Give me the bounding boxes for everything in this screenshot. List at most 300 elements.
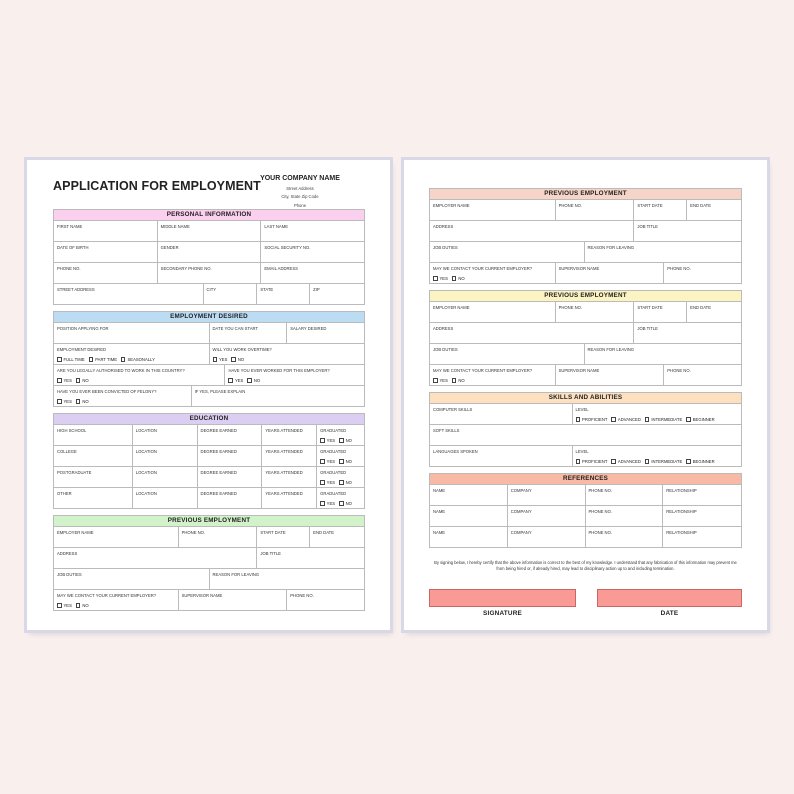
option-label: NO bbox=[253, 378, 261, 383]
company-phone: Phone bbox=[293, 202, 307, 208]
option-label: BEGINNER bbox=[692, 459, 715, 464]
employer-address-field[interactable] bbox=[430, 323, 634, 344]
job-duties-field[interactable] bbox=[430, 242, 585, 263]
form-row bbox=[429, 221, 742, 242]
form-row bbox=[53, 590, 365, 611]
option-label: YES bbox=[326, 480, 336, 485]
option-label: NO bbox=[82, 603, 89, 608]
form-row bbox=[53, 344, 365, 365]
yes-checkbox[interactable] bbox=[320, 438, 325, 443]
yes-checkbox[interactable] bbox=[433, 378, 438, 383]
intermediate-checkbox[interactable] bbox=[645, 417, 650, 422]
field-label: WILL YOU WORK OVERTIME? bbox=[212, 347, 272, 352]
option-label: YES bbox=[326, 501, 336, 506]
degree-earned-field[interactable] bbox=[198, 446, 263, 467]
checkbox-option bbox=[57, 357, 85, 362]
field-label: NAME bbox=[433, 509, 446, 514]
field-label: RELATIONSHIP bbox=[666, 530, 697, 535]
field-label: START DATE bbox=[260, 530, 286, 535]
seasonally-checkbox[interactable] bbox=[121, 357, 126, 362]
education-level-field[interactable] bbox=[54, 425, 133, 446]
field-label: GRADUATED bbox=[320, 470, 347, 475]
field-label: YEARS ATTENDED bbox=[265, 470, 303, 475]
field-label: SUPERVISOR NAME bbox=[558, 368, 600, 373]
supervisor-phone-field[interactable] bbox=[664, 365, 742, 386]
reason-for-leaving-field[interactable] bbox=[210, 569, 366, 590]
degree-earned-field[interactable] bbox=[198, 425, 263, 446]
education-location-field[interactable] bbox=[133, 446, 198, 467]
education-row bbox=[53, 446, 365, 467]
checkbox-option bbox=[76, 603, 89, 608]
field-label: CITY bbox=[206, 287, 217, 292]
start-date-field[interactable] bbox=[210, 323, 288, 344]
field-label: REASON FOR LEAVING bbox=[587, 245, 635, 250]
employer-address-field[interactable] bbox=[430, 221, 634, 242]
section-heading: PREVIOUS EMPLOYMENT bbox=[429, 188, 742, 200]
field-label: END DATE bbox=[313, 530, 335, 535]
checkbox-option bbox=[213, 357, 228, 362]
option-label: NO bbox=[345, 501, 352, 506]
reference-relationship-field[interactable] bbox=[663, 506, 742, 527]
field-label: DEGREE EARNED bbox=[200, 449, 237, 454]
section-heading: SKILLS AND ABILITIES bbox=[429, 392, 742, 404]
salary-field[interactable] bbox=[287, 323, 365, 344]
field-label: GRADUATED bbox=[320, 491, 347, 496]
start-date-field[interactable] bbox=[634, 302, 687, 323]
date-label: DATE bbox=[660, 610, 679, 617]
state-field[interactable] bbox=[257, 284, 310, 305]
yes-checkbox[interactable] bbox=[57, 378, 62, 383]
checkbox-option bbox=[57, 399, 89, 404]
date-field[interactable] bbox=[597, 589, 742, 607]
felony-field bbox=[54, 386, 192, 407]
field-label: START DATE bbox=[637, 305, 663, 310]
education-level-field[interactable] bbox=[54, 488, 133, 509]
form-row bbox=[53, 284, 365, 305]
languages-level bbox=[573, 446, 742, 467]
form-row bbox=[53, 221, 365, 242]
end-date-field[interactable] bbox=[687, 302, 742, 323]
years-attended-field[interactable] bbox=[262, 488, 317, 509]
option-label: YES bbox=[439, 378, 448, 383]
no-checkbox[interactable] bbox=[452, 276, 457, 281]
field-label: SALARY DESIRED bbox=[290, 326, 327, 331]
city-field[interactable] bbox=[204, 284, 258, 305]
proficient-checkbox[interactable] bbox=[576, 417, 581, 422]
checkbox-option bbox=[576, 459, 608, 464]
no-checkbox[interactable] bbox=[339, 501, 344, 506]
field-label: JOB TITLE bbox=[260, 551, 281, 556]
signature-field[interactable] bbox=[429, 589, 576, 607]
field-label: DEGREE EARNED bbox=[200, 470, 237, 475]
supervisor-phone-field[interactable] bbox=[287, 590, 365, 611]
field-label: OTHER bbox=[57, 491, 72, 496]
form-row bbox=[53, 386, 365, 407]
field-label: EMPLOYER NAME bbox=[57, 530, 94, 535]
reference-name-field[interactable] bbox=[430, 527, 508, 548]
reference-row bbox=[429, 527, 742, 548]
employer-phone-field[interactable] bbox=[556, 200, 635, 221]
form-row bbox=[53, 365, 365, 386]
field-label: DEGREE EARNED bbox=[200, 428, 237, 433]
option-label: PROFICIENT bbox=[582, 459, 608, 464]
field-label: PHONE NO. bbox=[667, 368, 691, 373]
no-checkbox[interactable] bbox=[247, 378, 252, 383]
no-checkbox[interactable] bbox=[76, 399, 81, 404]
education-row bbox=[53, 425, 365, 446]
job-title-field[interactable] bbox=[634, 323, 742, 344]
option-label: NO bbox=[345, 459, 352, 464]
field-label: JOB TITLE bbox=[637, 224, 658, 229]
option-label: FULL TIME bbox=[63, 357, 85, 362]
option-label: PART TIME bbox=[95, 357, 117, 362]
checkbox-option bbox=[320, 501, 352, 506]
computer-skills-field[interactable] bbox=[430, 404, 573, 425]
field-label: GRADUATED bbox=[320, 449, 347, 454]
explain-field[interactable] bbox=[192, 386, 365, 407]
phone-field[interactable] bbox=[54, 263, 158, 284]
employer-name-field[interactable] bbox=[54, 527, 179, 548]
no-checkbox[interactable] bbox=[76, 378, 81, 383]
checkbox-option bbox=[57, 357, 155, 362]
checkbox-option bbox=[452, 378, 465, 383]
checkbox-option bbox=[339, 501, 352, 506]
form-row bbox=[429, 302, 742, 323]
form-row bbox=[429, 263, 742, 284]
gender-field[interactable] bbox=[158, 242, 262, 263]
field-label: POSITION APPLYING FOR bbox=[57, 326, 109, 331]
option-label: SEASONALLY bbox=[127, 357, 155, 362]
option-label: NO bbox=[458, 276, 465, 281]
graduated-field bbox=[317, 467, 365, 488]
field-label: COMPANY bbox=[510, 509, 532, 514]
checkbox-option bbox=[228, 378, 243, 383]
checkbox-option bbox=[452, 276, 465, 281]
job-title-field[interactable] bbox=[634, 221, 742, 242]
field-label: COMPANY bbox=[510, 530, 532, 535]
street-address-field[interactable] bbox=[54, 284, 204, 305]
end-date-field[interactable] bbox=[687, 200, 742, 221]
option-label: NO bbox=[345, 480, 352, 485]
field-label: PHONE NO. bbox=[667, 266, 691, 271]
field-label: PHONE NO. bbox=[558, 203, 583, 208]
field-label: JOB TITLE bbox=[637, 326, 658, 331]
no-checkbox[interactable] bbox=[76, 603, 81, 608]
reference-row bbox=[429, 506, 742, 527]
checkbox-option bbox=[339, 438, 352, 443]
overtime-field bbox=[210, 344, 366, 365]
checkbox-option bbox=[320, 480, 352, 485]
checkbox-option bbox=[339, 480, 352, 485]
contact-employer-field bbox=[430, 365, 556, 386]
education-location-field[interactable] bbox=[133, 467, 198, 488]
middle-name-field[interactable] bbox=[158, 221, 262, 242]
field-label: EMPLOYMENT DESIRED bbox=[57, 347, 107, 352]
employer-address-field[interactable] bbox=[54, 548, 257, 569]
checkbox-option bbox=[320, 459, 352, 464]
end-date-field[interactable] bbox=[310, 527, 365, 548]
checkbox-option bbox=[320, 480, 335, 485]
checkbox-option bbox=[576, 417, 608, 422]
languages-field[interactable] bbox=[430, 446, 573, 467]
authorised-field bbox=[54, 365, 225, 386]
yes-checkbox[interactable] bbox=[433, 276, 438, 281]
reference-name-field[interactable] bbox=[430, 506, 508, 527]
last-name-field[interactable] bbox=[261, 221, 365, 242]
field-label: PHONE NO. bbox=[558, 305, 583, 310]
checkbox-option bbox=[433, 378, 465, 383]
advanced-checkbox[interactable] bbox=[611, 417, 616, 422]
skills-section bbox=[429, 392, 742, 467]
yes-checkbox[interactable] bbox=[320, 480, 325, 485]
field-label: HIGH SCHOOL bbox=[57, 428, 87, 433]
signature-label: SIGNATURE bbox=[483, 610, 522, 617]
option-label: INTERMEDIATE bbox=[651, 459, 683, 464]
no-checkbox[interactable] bbox=[452, 378, 457, 383]
section-heading: REFERENCES bbox=[429, 473, 742, 485]
field-label: HAVE YOU EVER WORKED FOR THIS EMPLOYER? bbox=[228, 368, 330, 373]
field-label: YEARS ATTENDED bbox=[265, 491, 303, 496]
advanced-checkbox[interactable] bbox=[611, 459, 616, 464]
option-label: PROFICIENT bbox=[582, 417, 608, 422]
company-block bbox=[245, 175, 355, 208]
checkbox-option bbox=[231, 357, 244, 362]
degree-earned-field[interactable] bbox=[198, 467, 263, 488]
checkbox-option bbox=[228, 378, 260, 383]
years-attended-field[interactable] bbox=[262, 425, 317, 446]
full-time-checkbox[interactable] bbox=[57, 357, 62, 362]
field-label: GENDER bbox=[160, 245, 179, 250]
no-checkbox[interactable] bbox=[231, 357, 236, 362]
supervisor-phone-field[interactable] bbox=[664, 263, 742, 284]
field-label: ZIP bbox=[313, 287, 320, 292]
email-field[interactable] bbox=[261, 263, 365, 284]
field-label: START DATE bbox=[637, 203, 663, 208]
field-label: PHONE NO. bbox=[57, 266, 81, 271]
checkbox-option bbox=[76, 399, 89, 404]
checkbox-option bbox=[433, 276, 465, 281]
contact-employer-field bbox=[430, 263, 556, 284]
employment-desired-section bbox=[53, 311, 365, 407]
reason-for-leaving-field[interactable] bbox=[585, 344, 743, 365]
checkbox-option bbox=[247, 378, 260, 383]
form-row bbox=[429, 242, 742, 263]
employer-name-field[interactable] bbox=[430, 302, 556, 323]
supervisor-name-field[interactable] bbox=[179, 590, 288, 611]
soft-skills-field[interactable] bbox=[430, 425, 742, 446]
field-label: ADDRESS bbox=[57, 551, 78, 556]
job-title-field[interactable] bbox=[257, 548, 365, 569]
education-location-field[interactable] bbox=[133, 425, 198, 446]
field-label: REASON FOR LEAVING bbox=[587, 347, 635, 352]
field-label: SUPERVISOR NAME bbox=[181, 593, 223, 598]
reference-relationship-field[interactable] bbox=[663, 527, 742, 548]
option-label: YES bbox=[326, 459, 336, 464]
supervisor-name-field[interactable] bbox=[556, 365, 665, 386]
computer-skills-level bbox=[573, 404, 742, 425]
previous-employment-section bbox=[429, 290, 742, 386]
field-label: MIDDLE NAME bbox=[160, 224, 190, 229]
checkbox-option bbox=[433, 276, 448, 281]
ssn-field[interactable] bbox=[261, 242, 365, 263]
checkbox-option bbox=[645, 417, 682, 422]
references-section bbox=[429, 473, 742, 548]
yes-checkbox[interactable] bbox=[57, 399, 62, 404]
option-label: YES bbox=[439, 276, 448, 281]
reference-company-field[interactable] bbox=[508, 527, 586, 548]
field-label: MAY WE CONTACT YOUR CURRENT EMPLOYER? bbox=[57, 593, 157, 598]
yes-checkbox[interactable] bbox=[320, 501, 325, 506]
no-checkbox[interactable] bbox=[339, 459, 344, 464]
field-label: NAME bbox=[433, 488, 446, 493]
checkbox-option bbox=[686, 459, 714, 464]
field-label: REASON FOR LEAVING bbox=[212, 572, 260, 577]
degree-earned-field[interactable] bbox=[198, 488, 263, 509]
field-label: YEARS ATTENDED bbox=[265, 428, 303, 433]
job-duties-field[interactable] bbox=[430, 344, 585, 365]
graduated-field bbox=[317, 425, 365, 446]
employer-phone-field[interactable] bbox=[179, 527, 258, 548]
no-checkbox[interactable] bbox=[339, 480, 344, 485]
education-level-field[interactable] bbox=[54, 446, 133, 467]
checkbox-option bbox=[320, 438, 335, 443]
reason-for-leaving-field[interactable] bbox=[585, 242, 743, 263]
field-label: JOB DUTIES bbox=[57, 572, 82, 577]
application-page-2 bbox=[404, 160, 767, 630]
checkbox-option bbox=[320, 438, 352, 443]
position-field[interactable] bbox=[54, 323, 210, 344]
field-label: YEARS ATTENDED bbox=[265, 449, 303, 454]
field-label: HAVE YOU EVER BEEN CONVICTED OF FELONY? bbox=[57, 389, 157, 394]
reference-company-field[interactable] bbox=[508, 506, 586, 527]
start-date-field[interactable] bbox=[257, 527, 310, 548]
secondary-phone-field[interactable] bbox=[158, 263, 262, 284]
field-label: GRADUATED bbox=[320, 428, 347, 433]
field-label: END DATE bbox=[690, 305, 712, 310]
option-label: NO bbox=[82, 378, 89, 383]
job-duties-field[interactable] bbox=[54, 569, 210, 590]
supervisor-name-field[interactable] bbox=[556, 263, 665, 284]
checkbox-option bbox=[213, 357, 245, 362]
reference-name-field[interactable] bbox=[430, 485, 508, 506]
option-label: YES bbox=[63, 378, 72, 383]
form-row bbox=[53, 527, 365, 548]
field-label: LOCATION bbox=[135, 470, 157, 475]
date-of-birth-field[interactable] bbox=[54, 242, 158, 263]
employer-name-field[interactable] bbox=[430, 200, 556, 221]
field-label: EMPLOYER NAME bbox=[433, 203, 470, 208]
reference-phone-field[interactable] bbox=[586, 485, 664, 506]
part-time-checkbox[interactable] bbox=[89, 357, 94, 362]
field-label: END DATE bbox=[690, 203, 712, 208]
zip-field[interactable] bbox=[310, 284, 365, 305]
field-label: SECONDARY PHONE NO. bbox=[160, 266, 212, 271]
education-level-field[interactable] bbox=[54, 467, 133, 488]
no-checkbox[interactable] bbox=[339, 438, 344, 443]
field-label: PHONE NO. bbox=[290, 593, 314, 598]
field-label: COLLEGE bbox=[57, 449, 77, 454]
field-label: COMPUTER SKILLS bbox=[433, 407, 473, 412]
checkbox-option bbox=[645, 459, 682, 464]
field-label: JOB DUTIES bbox=[433, 245, 458, 250]
previous-employment-section bbox=[429, 188, 742, 284]
beginner-checkbox[interactable] bbox=[686, 417, 691, 422]
field-label: LAST NAME bbox=[264, 224, 289, 229]
field-label: NAME bbox=[433, 530, 446, 535]
field-label: MAY WE CONTACT YOUR CURRENT EMPLOYER? bbox=[433, 266, 533, 271]
field-label: SOCIAL SECURITY NO. bbox=[264, 245, 311, 250]
checkbox-option bbox=[576, 417, 715, 422]
option-label: NO bbox=[237, 357, 245, 362]
first-name-field[interactable] bbox=[54, 221, 158, 242]
reference-company-field[interactable] bbox=[508, 485, 586, 506]
yes-checkbox[interactable] bbox=[320, 459, 325, 464]
option-label: ADVANCED bbox=[617, 459, 641, 464]
field-label: LOCATION bbox=[135, 449, 157, 454]
field-label: RELATIONSHIP bbox=[666, 509, 697, 514]
yes-checkbox[interactable] bbox=[213, 357, 218, 362]
education-section bbox=[53, 413, 365, 509]
checkbox-option bbox=[611, 417, 640, 422]
company-name: YOUR COMPANY NAME bbox=[260, 175, 340, 182]
field-label: COMPANY bbox=[510, 488, 532, 493]
intermediate-checkbox[interactable] bbox=[645, 459, 650, 464]
proficient-checkbox[interactable] bbox=[576, 459, 581, 464]
section-heading: PREVIOUS EMPLOYMENT bbox=[429, 290, 742, 302]
employer-phone-field[interactable] bbox=[556, 302, 635, 323]
field-label: LOCATION bbox=[135, 491, 157, 496]
checkbox-option bbox=[320, 459, 335, 464]
company-city: City, State Zip Code bbox=[281, 194, 319, 199]
reference-relationship-field[interactable] bbox=[663, 485, 742, 506]
checkbox-option bbox=[433, 378, 448, 383]
checkbox-option bbox=[611, 459, 640, 464]
form-row bbox=[53, 323, 365, 344]
form-row bbox=[429, 425, 742, 446]
certification-text: By signing below, I hereby certify that the above information is correct to the best of my knowledge. I understand that any fabrication of this information may prevent me from being hired or, if already hired, may lead to disciplinary action up to and including termination. bbox=[434, 560, 737, 571]
checkbox-option bbox=[57, 399, 72, 404]
field-label: POSTGRADUATE bbox=[57, 470, 92, 475]
years-attended-field[interactable] bbox=[262, 446, 317, 467]
education-row bbox=[53, 488, 365, 509]
field-label: DATE OF BIRTH bbox=[57, 245, 89, 250]
field-label: ADDRESS bbox=[433, 224, 454, 229]
field-label: LEVEL bbox=[575, 449, 589, 454]
contact-employer-field bbox=[54, 590, 179, 611]
field-label: LEVEL bbox=[575, 407, 589, 412]
checkbox-option bbox=[576, 459, 715, 464]
option-label: NO bbox=[82, 399, 89, 404]
reference-phone-field[interactable] bbox=[586, 527, 664, 548]
option-label: YES bbox=[326, 438, 336, 443]
years-attended-field[interactable] bbox=[262, 467, 317, 488]
field-label: LANGUAGES SPOKEN bbox=[433, 449, 478, 454]
start-date-field[interactable] bbox=[634, 200, 687, 221]
yes-checkbox[interactable] bbox=[228, 378, 233, 383]
form-row bbox=[53, 263, 365, 284]
field-label: PHONE NO. bbox=[588, 488, 612, 493]
yes-checkbox[interactable] bbox=[57, 603, 62, 608]
company-street: Street Address bbox=[286, 185, 314, 191]
reference-phone-field[interactable] bbox=[586, 506, 664, 527]
graduated-field bbox=[317, 446, 365, 467]
education-location-field[interactable] bbox=[133, 488, 198, 509]
beginner-checkbox[interactable] bbox=[686, 459, 691, 464]
form-row bbox=[53, 569, 365, 590]
field-label: RELATIONSHIP bbox=[666, 488, 697, 493]
field-label: EMPLOYER NAME bbox=[433, 305, 470, 310]
field-label: ADDRESS bbox=[433, 326, 454, 331]
